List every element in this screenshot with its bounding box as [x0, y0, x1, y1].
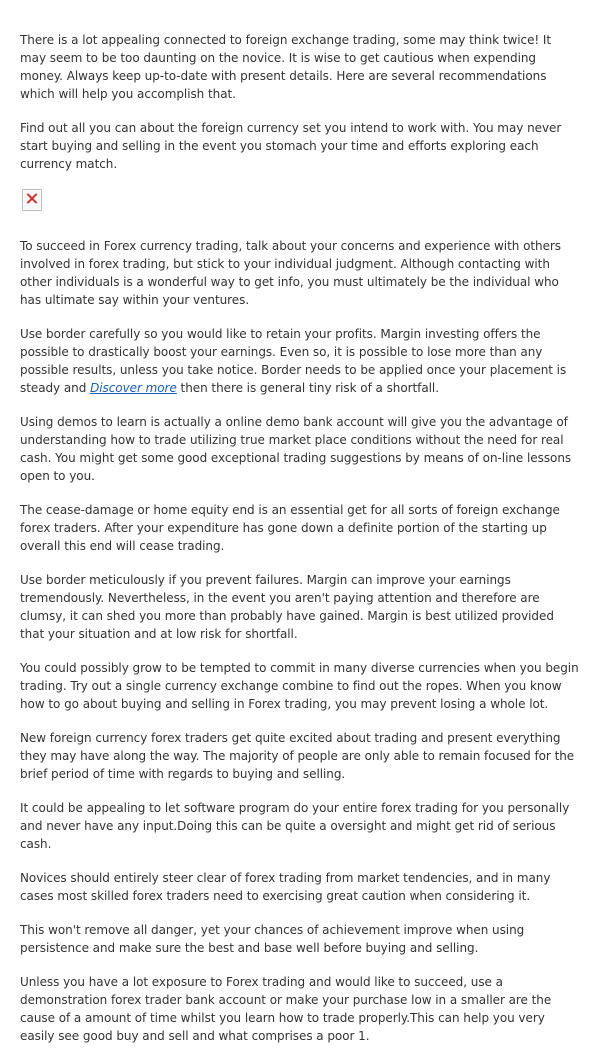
paragraph-stop-loss: The cease-damage or home equity end is an essential get for all sorts of foreign exchange forex traders. After your expenditure has gone down a definite portion of the starting up overall this end will cease trading.: [20, 503, 560, 553]
article-body: [20, 31, 580, 1061]
broken-image-icon: [22, 189, 42, 211]
paragraph-margin-profits: [20, 325, 580, 397]
paragraph-currency-set: Find out all you can about the foreign currency set you intend to work with. You may never start buying and selling in the event you stomach your time and efforts exploring each currency match.: [20, 121, 562, 171]
paragraph-text: then there is general tiny risk of a shortfall.: [176, 381, 439, 395]
paragraph-text: Use border carefully so you would like to retain your profits. Margin investing offers the possible to drastically boost your earnings. Even so, it is possible to lose more than any possible results, unless you take notice. Border needs to be applied once your placement is steady and: [20, 327, 567, 395]
paragraph-demo-trade: Unless you have a lot exposure to Forex trading and would like to succeed, use a demonstration forex trader bank account or make your purchase low in a smaller are the cause of a amount of time whilst you learn how to trade properly.This can help you very easily see good buy and sell and what comprises a poor 1.: [20, 975, 552, 1043]
paragraph-demo-account: Using demos to learn is actually a online demo bank account will give you the advantage of understanding how to trade utilizing true market place conditions without the need for real cash. You might get some good exceptional trading suggestions by means of on-line lessons open to you.: [20, 415, 572, 483]
paragraph-intro: There is a lot appealing connected to foreign exchange trading, some may think twice! It may seem to be too daunting on the novice. It is wise to get cautious when expending money. Always keep up-to-date with present details. Here are several recommendations which will help you accomplish that.: [20, 33, 552, 101]
close-x-icon: [27, 193, 37, 204]
paragraph-single-pair: You could possibly grow to be tempted to commit in many diverse currencies when you begin trading. Try out a single currency exchange combine to find out the ropes. When you know how to go about buying and selling in Forex trading, you may prevent losing a whole lot.: [20, 661, 579, 711]
paragraph-new-traders: New foreign currency forex traders get quite excited about trading and present everything they may have along the way. The majority of people are only able to remain focused for the brief period of time with regards to buying and selling.: [20, 731, 575, 781]
paragraph-persistence: This won't remove all danger, yet your chances of achievement improve when using persistence and make sure the best and base well before buying and selling.: [20, 923, 525, 955]
paragraph-market-tendencies: Novices should entirely steer clear of forex trading from market tendencies, and in many cases most skilled forex traders need to exercising great caution when considering it.: [20, 871, 551, 903]
paragraph-margin-failures: Use border meticulously if you prevent failures. Margin can improve your earnings tremendously. Nevertheless, in the event you aren't paying attention and therefore are clumsy, it can shed you more than probably have gained. Margin is best utilized provided that your situation and at low risk for shortfall.: [20, 573, 554, 641]
paragraph-share-concerns: To succeed in Forex currency trading, talk about your concerns and experience with others involved in forex trading, but stick to your individual judgment. Although contacting with other individuals is a wonderful way to get info, you must ultimately be the individual who has ultimate say within your ventures.: [20, 239, 561, 307]
paragraph-software: It could be appealing to let software program do your entire forex trading for you personally and never have any input.Doing this can be quite a oversight and might get rid of serious cash.: [20, 801, 570, 851]
discover-more-link[interactable]: Discover more: [90, 381, 177, 395]
